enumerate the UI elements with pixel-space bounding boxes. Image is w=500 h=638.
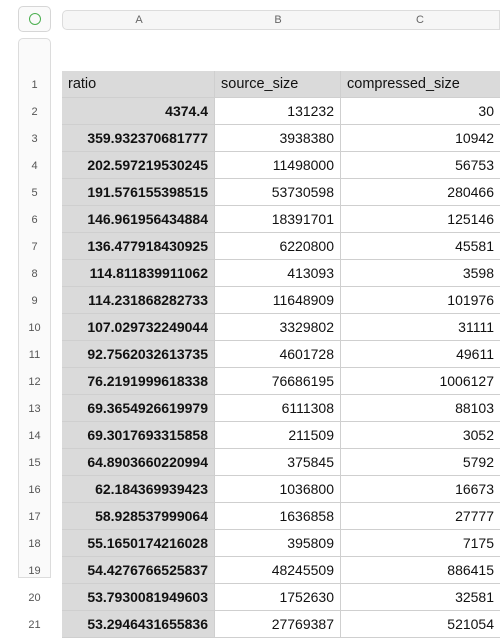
cell-compressed-size[interactable]: 280466 [341,179,500,206]
select-all-button[interactable] [18,6,51,32]
cell-compressed-size[interactable]: 31111 [341,314,500,341]
cell-ratio[interactable]: 4374.4 [62,98,215,125]
cell-ratio[interactable]: 53.7930081949603 [62,584,215,611]
cell-compressed-size[interactable]: 16673 [341,476,500,503]
table-row [62,584,500,611]
table-row [62,395,500,422]
row-number[interactable]: 19 [28,564,41,577]
cell-compressed-size[interactable]: 3598 [341,260,500,287]
cell-ratio[interactable]: 69.3017693315858 [62,422,215,449]
table-row [62,557,500,584]
table-row [62,179,500,206]
spreadsheet-grid [62,71,500,632]
header-cell-ratio[interactable]: ratio [62,71,215,98]
cell-ratio[interactable]: 54.4276766525837 [62,557,215,584]
table-row [62,98,500,125]
cell-compressed-size[interactable]: 32581 [341,584,500,611]
table-row [62,476,500,503]
cell-compressed-size[interactable]: 1006127 [341,368,500,395]
cell-compressed-size[interactable]: 886415 [341,557,500,584]
row-number[interactable]: 16 [28,483,41,496]
cell-ratio[interactable]: 62.184369939423 [62,476,215,503]
header-row [62,71,500,98]
cell-source-size[interactable]: 1036800 [215,476,341,503]
cell-ratio[interactable]: 359.932370681777 [62,125,215,152]
table-row [62,368,500,395]
cell-source-size[interactable]: 395809 [215,530,341,557]
cell-compressed-size[interactable]: 7175 [341,530,500,557]
cell-source-size[interactable]: 48245509 [215,557,341,584]
table-row [62,341,500,368]
select-all-circle-icon [29,13,41,25]
row-number[interactable]: 5 [31,186,38,199]
cell-compressed-size[interactable]: 49611 [341,341,500,368]
cell-source-size[interactable]: 211509 [215,422,341,449]
row-number[interactable]: 10 [28,321,41,334]
row-number[interactable]: 20 [28,591,41,604]
cell-compressed-size[interactable]: 10942 [341,125,500,152]
row-number[interactable]: 9 [31,294,38,307]
table-row [62,422,500,449]
cell-compressed-size[interactable]: 125146 [341,206,500,233]
cell-ratio[interactable]: 53.2946431655836 [62,611,215,638]
column-header-b[interactable]: B [215,10,342,30]
table-row [62,611,500,638]
cell-source-size[interactable]: 1752630 [215,584,341,611]
cell-source-size[interactable]: 6220800 [215,233,341,260]
row-number[interactable]: 12 [28,375,41,388]
row-number[interactable]: 6 [31,213,38,226]
cell-ratio[interactable]: 92.7562032613735 [62,341,215,368]
cell-ratio[interactable]: 64.8903660220994 [62,449,215,476]
row-number[interactable]: 4 [31,159,38,172]
row-number[interactable]: 3 [31,132,38,145]
cell-ratio[interactable]: 58.928537999064 [62,503,215,530]
table-row [62,287,500,314]
cell-compressed-size[interactable]: 3052 [341,422,500,449]
cell-source-size[interactable]: 131232 [215,98,341,125]
table-row [62,152,500,179]
cell-source-size[interactable]: 18391701 [215,206,341,233]
cell-ratio[interactable]: 76.2191999618338 [62,368,215,395]
cell-ratio[interactable]: 107.029732249044 [62,314,215,341]
column-header-c[interactable]: C [341,10,500,30]
cell-compressed-size[interactable]: 30 [341,98,500,125]
cell-source-size[interactable]: 6111308 [215,395,341,422]
row-number[interactable]: 7 [31,240,38,253]
row-number[interactable]: 18 [28,537,41,550]
table-row [62,314,500,341]
cell-ratio[interactable]: 114.231868282733 [62,287,215,314]
table-row [62,449,500,476]
cell-ratio[interactable]: 146.961956434884 [62,206,215,233]
cell-source-size[interactable]: 3938380 [215,125,341,152]
cell-compressed-size[interactable]: 5792 [341,449,500,476]
row-number[interactable]: 11 [28,348,41,361]
row-number[interactable]: 17 [28,510,41,523]
cell-compressed-size[interactable]: 56753 [341,152,500,179]
cell-source-size[interactable]: 375845 [215,449,341,476]
cell-ratio[interactable]: 202.597219530245 [62,152,215,179]
cell-compressed-size[interactable]: 88103 [341,395,500,422]
cell-source-size[interactable]: 76686195 [215,368,341,395]
row-number[interactable]: 13 [28,402,41,415]
cell-compressed-size[interactable]: 521054 [341,611,500,638]
cell-source-size[interactable]: 1636858 [215,503,341,530]
row-number[interactable]: 14 [28,429,41,442]
header-cell-compressed-size[interactable]: compressed_size [341,71,500,98]
table-row [62,530,500,557]
cell-source-size[interactable]: 11498000 [215,152,341,179]
cell-ratio[interactable]: 136.477918430925 [62,233,215,260]
table-row [62,206,500,233]
row-number[interactable]: 15 [28,456,41,469]
cell-source-size[interactable]: 53730598 [215,179,341,206]
cell-compressed-size[interactable]: 45581 [341,233,500,260]
row-number[interactable]: 21 [28,618,41,631]
row-number[interactable]: 1 [31,78,38,91]
table-row [62,125,500,152]
cell-source-size[interactable]: 4601728 [215,341,341,368]
table-row [62,260,500,287]
table-row [62,503,500,530]
cell-source-size[interactable]: 413093 [215,260,341,287]
row-number[interactable]: 2 [31,105,38,118]
cell-ratio[interactable]: 114.811839911062 [62,260,215,287]
row-number[interactable]: 8 [31,267,38,280]
column-header-a[interactable]: A [62,10,216,30]
cell-compressed-size[interactable]: 101976 [341,287,500,314]
cell-source-size[interactable]: 11648909 [215,287,341,314]
cell-source-size[interactable]: 3329802 [215,314,341,341]
cell-ratio[interactable]: 69.3654926619979 [62,395,215,422]
cell-ratio[interactable]: 191.576155398515 [62,179,215,206]
cell-compressed-size[interactable]: 27777 [341,503,500,530]
cell-ratio[interactable]: 55.1650174216028 [62,530,215,557]
cell-source-size[interactable]: 27769387 [215,611,341,638]
table-row [62,233,500,260]
header-cell-source-size[interactable]: source_size [215,71,341,98]
